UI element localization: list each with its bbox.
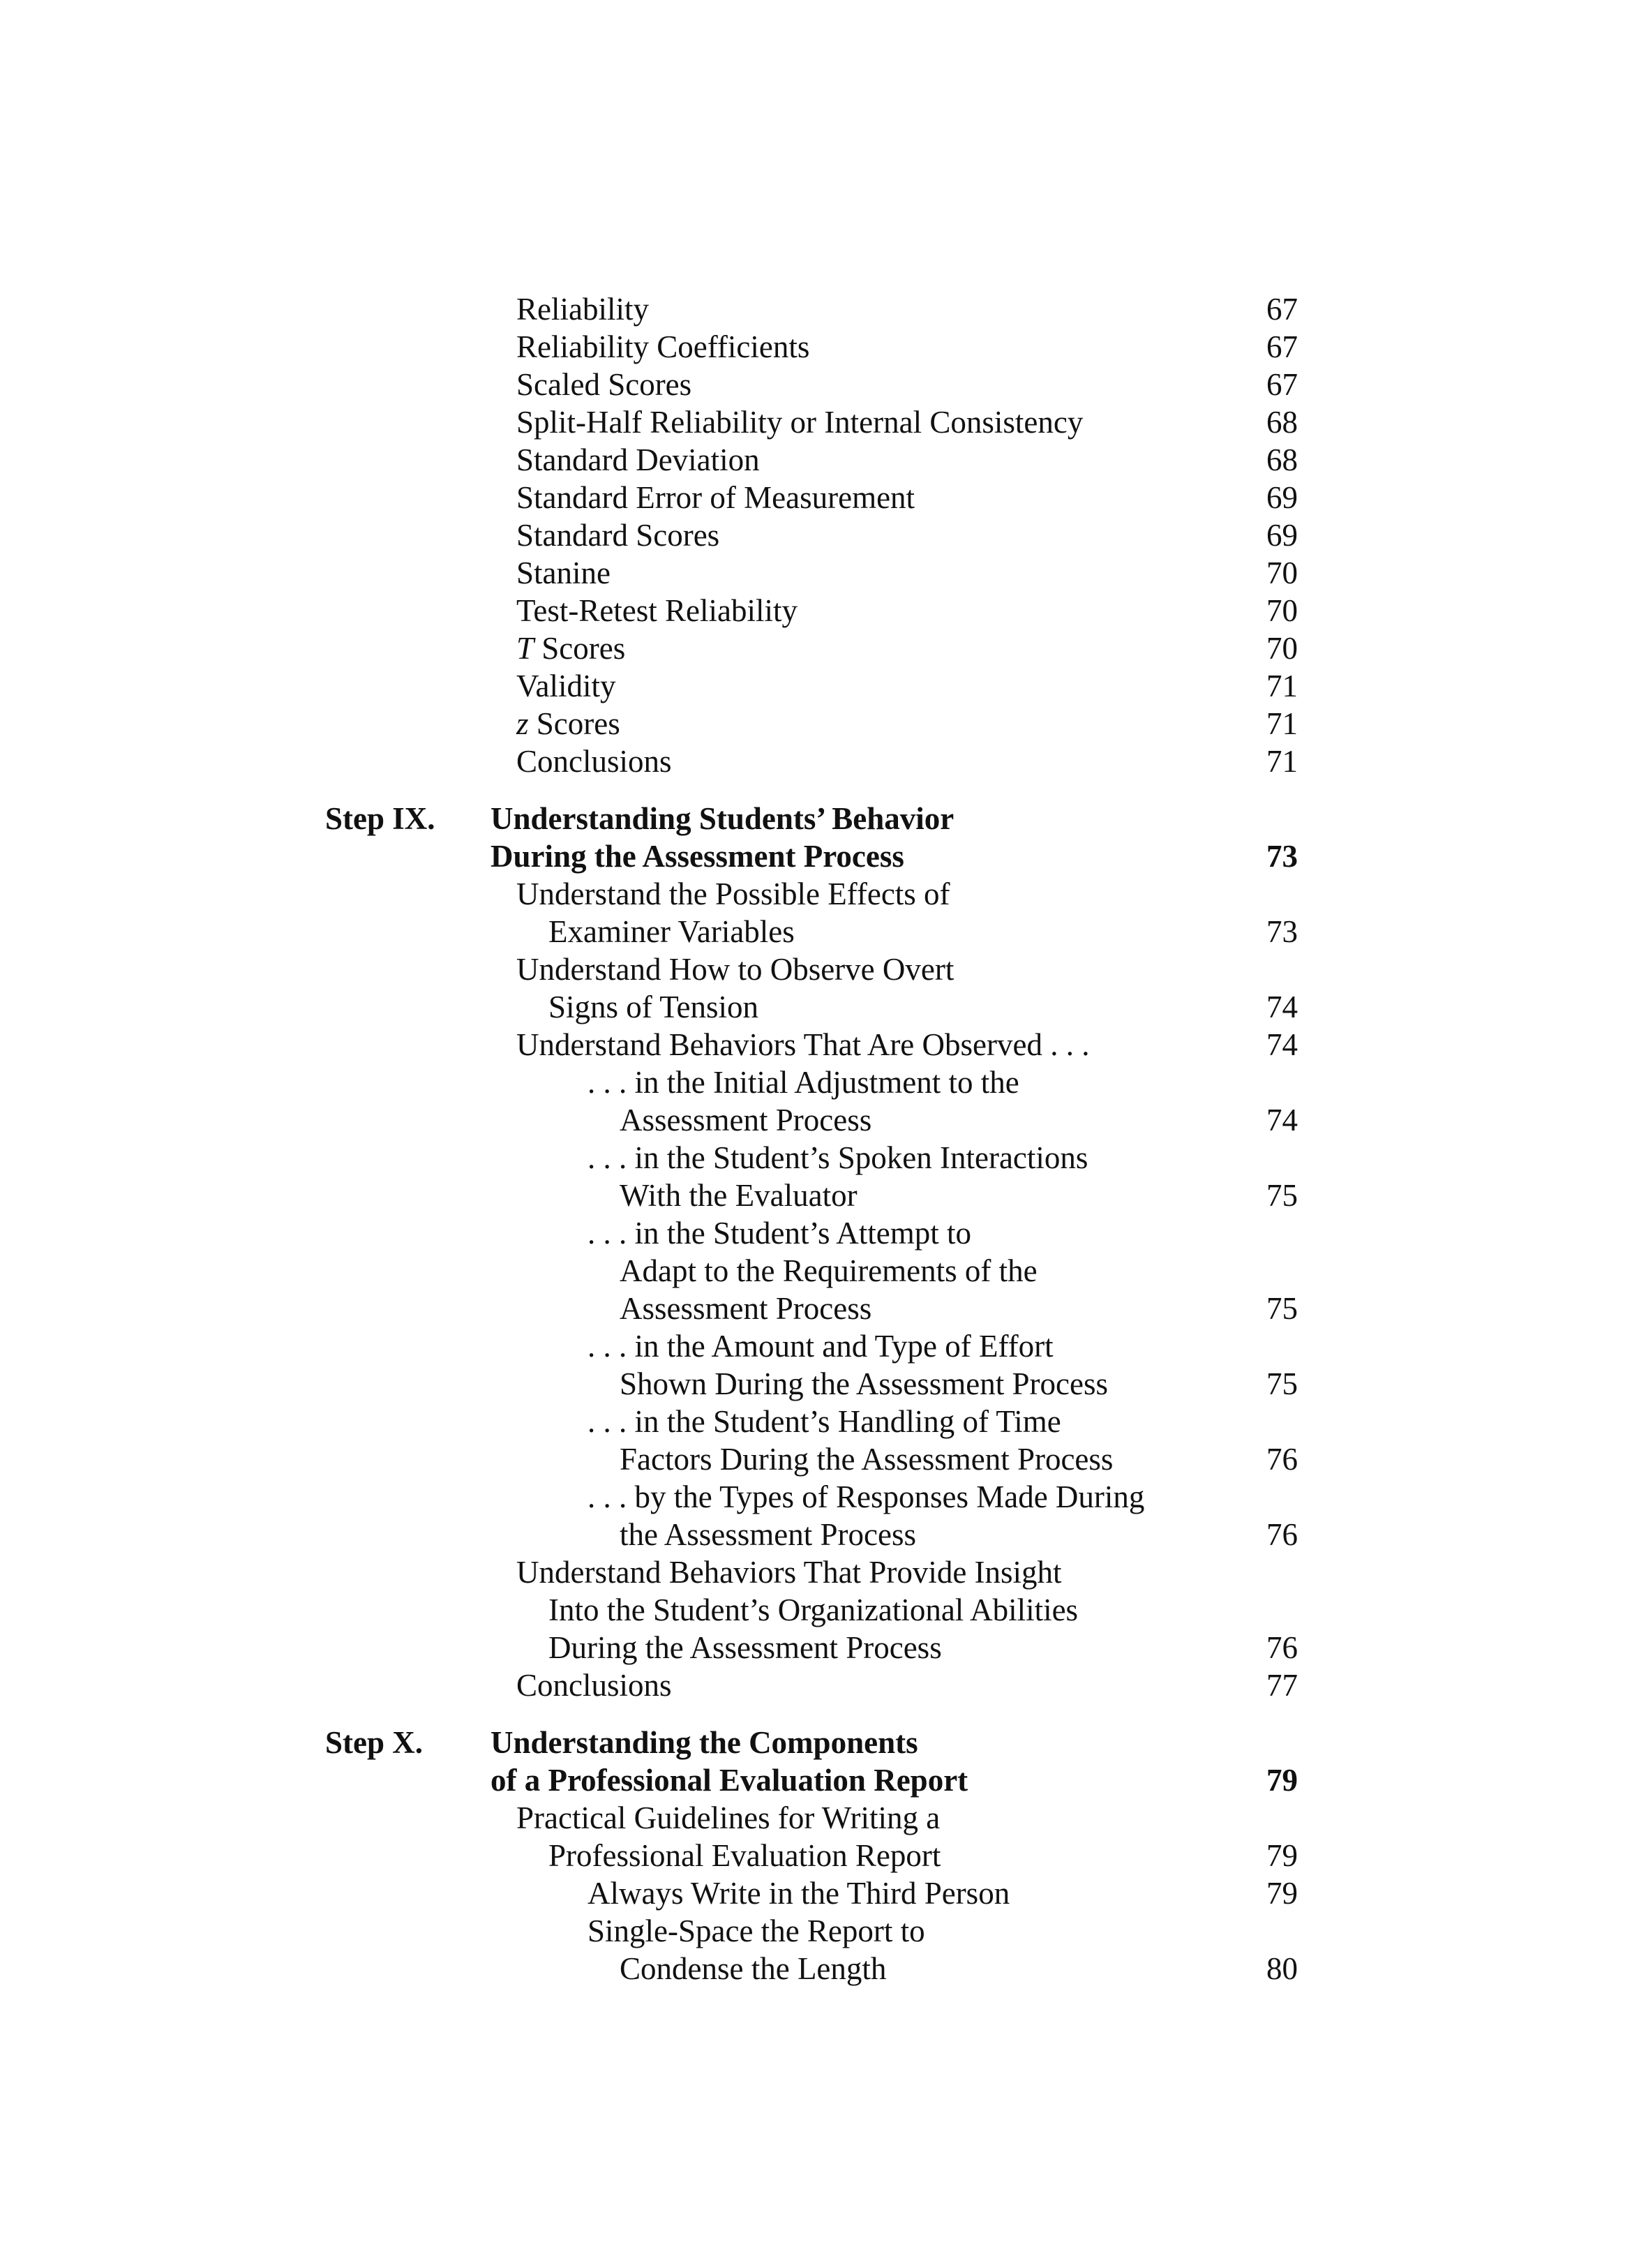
toc-entry-text: Assessment Process [620, 1291, 872, 1326]
toc-entry [0, 290, 1632, 328]
toc-entry-text: Standard Error of Measurement [516, 480, 915, 515]
toc-entry [0, 667, 1632, 705]
toc-entry-text: Assessment Process [620, 1103, 872, 1137]
toc-page-number: 74 [1266, 1103, 1298, 1137]
toc-page-number: 69 [1266, 480, 1298, 515]
toc-page-number: 70 [1266, 631, 1298, 666]
toc-entry-text: Reliability [516, 292, 649, 327]
toc-entry [0, 441, 1632, 479]
toc-entry [0, 1837, 1632, 1874]
toc-entry-text: Understanding the Components [491, 1725, 918, 1760]
toc-step-label: Step IX. [325, 801, 435, 836]
toc-entry [0, 950, 1632, 988]
toc-entry [0, 1761, 1632, 1799]
toc-entry-text: . . . in the Student’s Attempt to [587, 1216, 971, 1251]
toc-page-number: 68 [1266, 442, 1298, 477]
toc-page-number: 75 [1266, 1366, 1298, 1401]
toc-page-number: 76 [1266, 1630, 1298, 1665]
toc-entry [0, 1629, 1632, 1666]
toc-page-number: 75 [1266, 1291, 1298, 1326]
toc-entry [0, 1666, 1632, 1704]
toc-entry-text: . . . by the Types of Responses Made During [587, 1479, 1145, 1514]
toc-entry [0, 403, 1632, 441]
toc-page-number: 70 [1266, 555, 1298, 590]
toc-page-number: 77 [1266, 1668, 1298, 1703]
toc-entry-text: Understand How to Observe Overt [516, 952, 955, 987]
toc-entry [0, 1214, 1632, 1252]
toc-entry-text: of a Professional Evaluation Report [491, 1763, 968, 1798]
toc-entry-text: Signs of Tension [548, 990, 759, 1024]
toc-page-number: 79 [1266, 1763, 1298, 1798]
toc-page-number: 80 [1266, 1951, 1298, 1986]
toc-entry [0, 516, 1632, 554]
toc-entry-text: Condense the Length [620, 1951, 887, 1986]
toc-page-number: 73 [1266, 914, 1298, 949]
toc-entry [0, 837, 1632, 875]
toc-entry-text: Test-Retest Reliability [516, 593, 798, 628]
toc-page-number: 79 [1266, 1876, 1298, 1911]
toc-entry-text: Standard Deviation [516, 442, 760, 477]
toc-entry [0, 592, 1632, 629]
toc-entry [0, 1950, 1632, 1987]
toc-entry-text: Stanine [516, 555, 611, 590]
toc-entry-text: During the Assessment Process [491, 839, 904, 874]
toc-entry-italic-symbol: T [516, 631, 534, 666]
toc-entry [0, 705, 1632, 743]
toc-entry [0, 629, 1632, 667]
toc-page-number: 71 [1266, 706, 1298, 741]
toc-entry [0, 988, 1632, 1026]
toc-entry [0, 1365, 1632, 1403]
toc-entry-text: Examiner Variables [548, 914, 795, 949]
toc-entry-text: With the Evaluator [620, 1178, 858, 1213]
toc-page-number: 70 [1266, 593, 1298, 628]
toc-entry [0, 1440, 1632, 1478]
toc-entry [0, 1724, 1632, 1761]
toc-page-number: 79 [1266, 1838, 1298, 1873]
toc-entry-text: Professional Evaluation Report [548, 1838, 941, 1873]
toc-page-number: 67 [1266, 367, 1298, 402]
toc-entry [0, 1553, 1632, 1591]
toc-page-number: 67 [1266, 329, 1298, 364]
toc-entry-text: Always Write in the Third Person [587, 1876, 1010, 1911]
toc-entry [0, 800, 1632, 837]
toc-entry-text: Into the Student’s Organizational Abilities [548, 1592, 1079, 1627]
toc-entry-text: Practical Guidelines for Writing a [516, 1800, 941, 1835]
toc-page-number: 76 [1266, 1442, 1298, 1477]
toc-entry-text: Understand Behaviors That Provide Insight [516, 1555, 1062, 1590]
toc-entry-text: Standard Scores [516, 518, 720, 553]
toc-page-number: 75 [1266, 1178, 1298, 1213]
toc-entry [0, 1912, 1632, 1950]
toc-entry-text: Reliability Coefficients [516, 329, 810, 364]
toc-entry [0, 1516, 1632, 1553]
toc-entry-text: Validity [516, 669, 616, 703]
toc-entry [0, 1177, 1632, 1214]
toc-page-number: 68 [1266, 405, 1298, 440]
toc-page-number: 73 [1266, 839, 1298, 874]
toc-entry-text: z Scores [516, 706, 620, 741]
toc-entry-text: Shown During the Assessment Process [620, 1366, 1108, 1401]
toc-page-number: 74 [1266, 1027, 1298, 1062]
toc-entry [0, 913, 1632, 950]
toc-entry [0, 1101, 1632, 1139]
toc-entry [0, 328, 1632, 366]
toc-step-label: Step X. [325, 1725, 424, 1760]
toc-entry [0, 554, 1632, 592]
toc-entry [0, 1403, 1632, 1440]
toc-entry-text: Adapt to the Requirements of the [620, 1253, 1038, 1288]
toc-entry-text: T Scores [516, 631, 626, 666]
toc-entry [0, 1327, 1632, 1365]
toc-entry-text: Split-Half Reliability or Internal Consistency [516, 405, 1084, 440]
toc-entry [0, 1290, 1632, 1327]
toc-entry-text: Conclusions [516, 1668, 672, 1703]
toc-entry [0, 1591, 1632, 1629]
toc-entry [0, 1252, 1632, 1290]
toc-entry [0, 875, 1632, 913]
toc-entry-text: the Assessment Process [620, 1517, 916, 1552]
toc-entry [0, 1799, 1632, 1837]
toc-page-number: 67 [1266, 292, 1298, 327]
toc-page-number: 69 [1266, 518, 1298, 553]
toc-entry-text: . . . in the Student’s Spoken Interactions [587, 1140, 1088, 1175]
toc-entry-text: Understanding Students’ Behavior [491, 801, 955, 836]
toc-entry-text: . . . in the Student’s Handling of Time [587, 1404, 1061, 1439]
toc-entry-text: Conclusions [516, 744, 672, 779]
toc-entry-text: Factors During the Assessment Process [620, 1442, 1114, 1477]
toc-entry [0, 1478, 1632, 1516]
toc-page-number: 76 [1266, 1517, 1298, 1552]
toc-entry [0, 743, 1632, 780]
toc-page-number: 74 [1266, 990, 1298, 1024]
toc-entry-text: Understand Behaviors That Are Observed . . . [516, 1027, 1090, 1062]
toc-entry-text: Scaled Scores [516, 367, 692, 402]
toc-entry [0, 1874, 1632, 1912]
toc-page-number: 71 [1266, 744, 1298, 779]
toc-entry [0, 1064, 1632, 1101]
toc-page-number: 71 [1266, 669, 1298, 703]
toc-entry-text: Understand the Possible Effects of [516, 876, 950, 911]
toc-entry-text: . . . in the Initial Adjustment to the [587, 1065, 1019, 1100]
toc-entry [0, 1026, 1632, 1064]
toc-entry [0, 366, 1632, 403]
toc-entry-text: . . . in the Amount and Type of Effort [587, 1329, 1054, 1364]
toc-entry-text: Single-Space the Report to [587, 1913, 925, 1948]
toc-entry-italic-symbol: z [516, 706, 529, 741]
toc-entry-text: During the Assessment Process [548, 1630, 942, 1665]
toc-entry [0, 1139, 1632, 1177]
toc-entry [0, 479, 1632, 516]
